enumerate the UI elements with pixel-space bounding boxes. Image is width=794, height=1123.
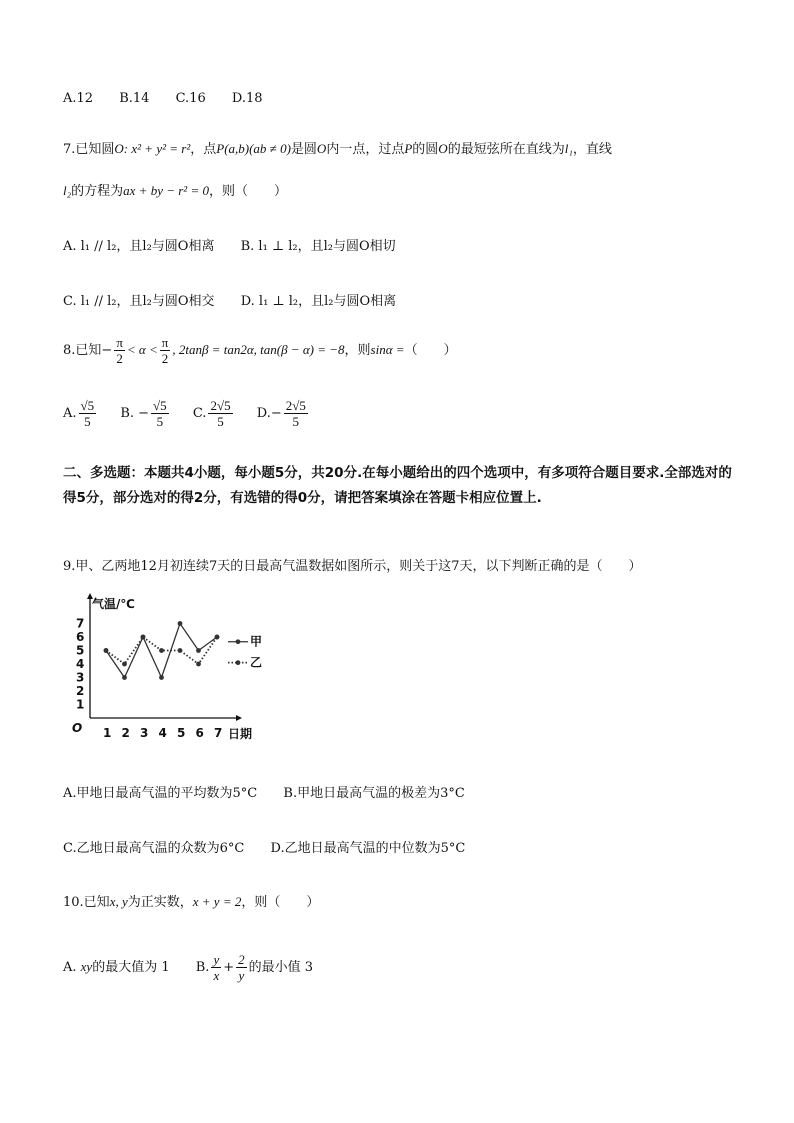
y-tick-label: 7	[76, 616, 85, 631]
q7-stem-line2	[63, 180, 287, 199]
q8-inequality: < α <	[126, 342, 158, 357]
q10-options-row	[63, 952, 335, 983]
q8-conditions: , 2tanβ = tan2α, tan(β − α) = −8	[172, 342, 345, 357]
x-tick-label: 6	[195, 726, 204, 740]
q8-options-row	[63, 398, 332, 429]
q9-options-row2	[63, 837, 487, 856]
q9-option-c: C.乙地日最高气温的众数为6°C	[63, 841, 245, 856]
y-tick-label: 1	[76, 697, 85, 712]
data-point-yi	[141, 635, 146, 640]
q7-symbol: O	[316, 141, 327, 156]
q7-text: ，直线	[572, 142, 612, 157]
legend-marker-yi	[236, 660, 241, 665]
q7-text: 是圆	[290, 142, 317, 157]
q8-fraction-pi-over-2b	[160, 335, 171, 366]
q7-text: 已知圆	[75, 142, 115, 157]
q6-option-a: A.12	[63, 91, 94, 106]
q8-frac-den: 2	[116, 351, 123, 366]
q8-option-b: B. − $\frac{√5}{5}$	[120, 398, 167, 429]
q9-option-b: B.甲地日最高气温的极差为3°C	[283, 786, 465, 801]
data-point-yi	[159, 648, 164, 653]
q8-frac-num: π	[116, 335, 123, 350]
data-point-jia	[159, 675, 164, 680]
x-axis-label: 日期	[228, 727, 253, 741]
q9-option-d: D.乙地日最高气温的中位数为5°C	[270, 841, 466, 856]
q10-text: 10.已知	[63, 895, 110, 910]
q9-options-row1	[63, 782, 487, 801]
q8-minus: −	[101, 343, 113, 358]
q10-text: 为正实数，	[127, 895, 193, 910]
q8-stem	[63, 335, 457, 366]
legend-marker-jia	[236, 639, 241, 644]
q7-option-c: C. l₁ // l₂，且l₂与圆O相交	[63, 294, 215, 309]
q10-stem	[63, 891, 319, 910]
x-tick-label: 4	[158, 726, 167, 740]
q7-text: ，则（ ）	[208, 184, 287, 199]
data-point-yi	[122, 662, 127, 667]
q8-option-c: C. $\frac{2√5}{5}$	[192, 398, 231, 429]
q7-options-row1	[63, 235, 418, 254]
x-tick-label: 1	[103, 726, 112, 740]
q7-symbol: O	[438, 141, 448, 156]
data-point-yi	[178, 648, 183, 653]
y-tick-label: 2	[76, 684, 85, 698]
q9-temperature-chart	[68, 592, 268, 742]
x-tick-label: 7	[214, 726, 223, 740]
q8-option-a: A. $\frac{√5}{5}$	[63, 398, 95, 429]
q8-sin: sinα =	[370, 342, 405, 357]
legend-label-yi: 乙	[250, 655, 263, 670]
q8-text: 8.已知	[63, 343, 102, 358]
x-tick-label: 3	[140, 726, 149, 740]
q7-stem-line1	[63, 138, 612, 157]
q10-text: ，则（ ）	[241, 895, 320, 910]
q7-point: P(a,b)(ab ≠ 0)	[216, 141, 291, 156]
data-point-jia	[196, 648, 201, 653]
q7-text: ，点	[190, 142, 217, 157]
q8-text: （ ）	[404, 343, 457, 358]
q7-option-d: D. l₁ ⊥ l₂，且l₂与圆O相离	[240, 294, 397, 309]
origin-label: O	[72, 721, 83, 735]
q9-option-a: A.甲地日最高气温的平均数为5°C	[63, 786, 258, 801]
q7-symbol: P	[404, 141, 413, 156]
q7-number: 7.	[63, 142, 76, 157]
q8-text: ，则	[344, 343, 371, 358]
q7-symbol: l₂	[63, 183, 72, 198]
y-tick-label: 5	[76, 643, 85, 658]
y-tick-label: 6	[76, 630, 85, 644]
legend-label-jia: 甲	[250, 634, 263, 649]
section2-instructions: 二、多选题：本题共4小题，每小题5分，共20分.在每小题给出的四个选项中，有多项符合题目要求.全部选对的得5分，部分选对的得2分，有选错的得0分，请把答案填涂在答题卡相应位置上.	[63, 465, 732, 506]
x-axis-arrow	[236, 715, 242, 721]
x-tick-label: 5	[177, 726, 186, 740]
q7-text: 的圆	[412, 142, 439, 157]
q7-option-b: B. l₁ ⊥ l₂，且l₂与圆O相切	[240, 239, 396, 254]
q6-option-c: C.16	[175, 91, 206, 106]
data-point-jia	[122, 675, 127, 680]
q8-frac-den: 2	[161, 351, 169, 366]
q7-text: 的最短弦所在直线为	[447, 142, 565, 157]
q8-fraction-pi-over-2	[114, 335, 125, 366]
q10-vars: x, y	[109, 894, 128, 909]
q7-text: 内一点，过点	[326, 142, 405, 157]
q6-options-row	[63, 91, 285, 106]
q8-option-d: D.− $\frac{2√5}{5}$	[256, 398, 306, 429]
q10-option-a: A. xy的最大值为 1	[63, 959, 170, 975]
y-axis-label: 气温/℃	[92, 597, 135, 611]
y-tick-label: 4	[76, 657, 85, 671]
q7-options-row2	[63, 290, 418, 309]
data-point-jia	[178, 621, 183, 626]
q7-circle-equation: O: x² + y² = r²	[114, 141, 191, 156]
q10-condition: x + y = 2	[192, 894, 242, 909]
q6-option-b: B.14	[119, 91, 150, 106]
q7-text: 的方程为	[71, 184, 124, 199]
data-point-yi	[104, 648, 109, 653]
q9-stem: 9.甲、乙两地12月初连续7天的日最高气温数据如图所示，则关于这7天，以下判断正确的是（ ）	[63, 559, 642, 574]
q7-symbol: l₁	[564, 141, 573, 156]
x-tick-label: 2	[121, 726, 130, 740]
q7-line-equation: ax + by − r² = 0	[123, 183, 209, 198]
data-point-yi	[215, 635, 220, 640]
q8-frac-num: π	[161, 335, 169, 350]
data-point-yi	[196, 662, 201, 667]
q6-option-d: D.18	[231, 91, 263, 106]
q10-option-b: B. $\frac{y}{x}$ + $\frac{2}{y}$ 的最小值 3	[195, 952, 314, 983]
y-tick-label: 3	[76, 670, 85, 685]
q7-option-a: A. l₁ // l₂，且l₂与圆O相离	[63, 239, 215, 254]
